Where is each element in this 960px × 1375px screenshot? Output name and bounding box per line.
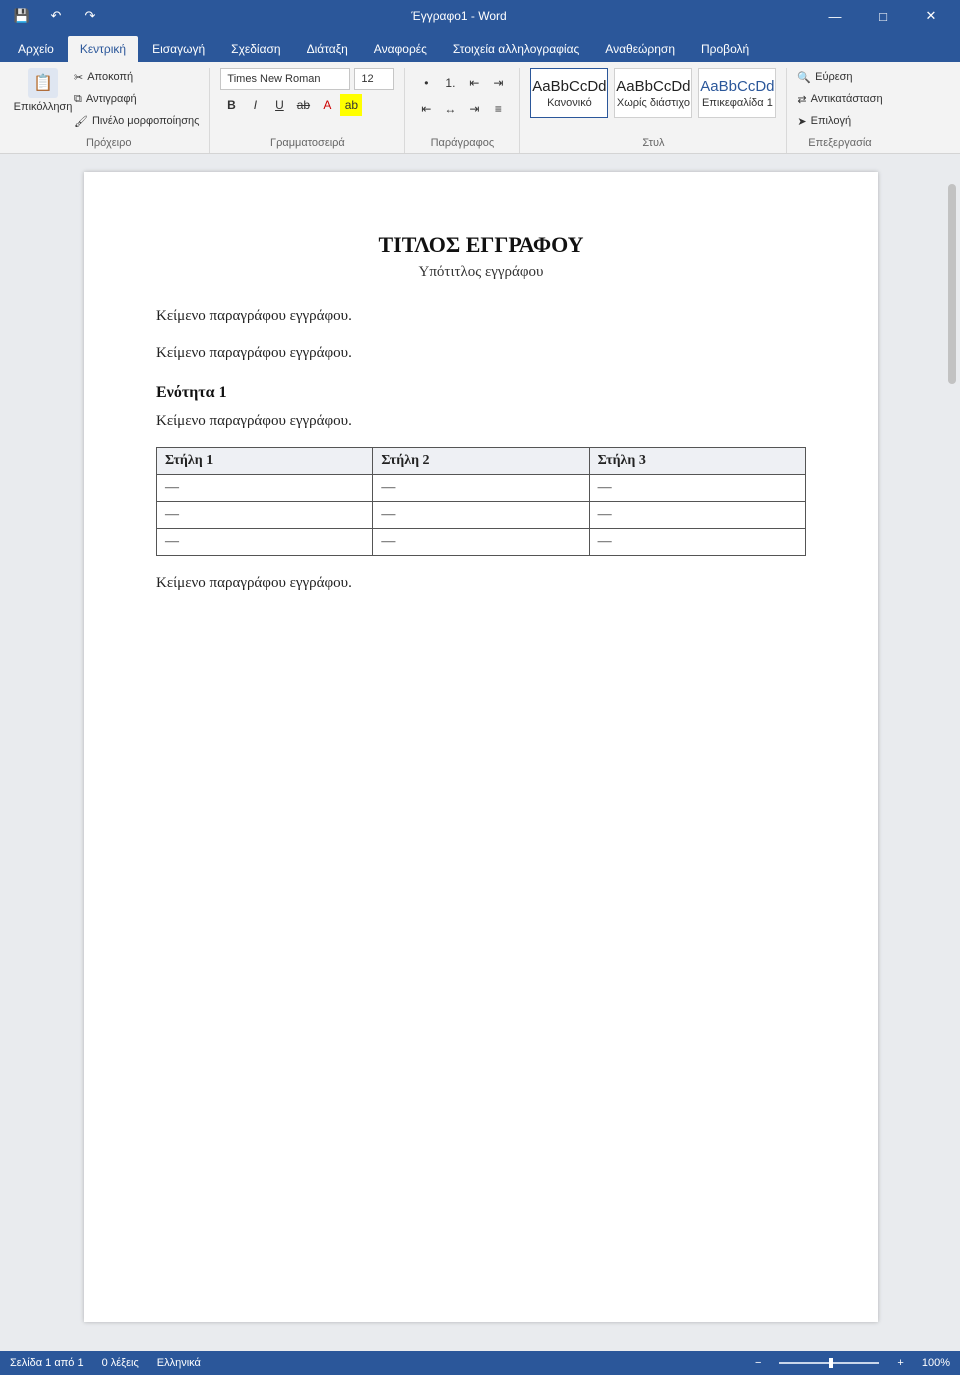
paste-button[interactable] bbox=[13, 68, 73, 113]
align-right-icon[interactable]: ⇥ bbox=[469, 102, 480, 116]
style-sample-no-spacing: AaBbCcDd bbox=[616, 77, 691, 95]
style-no-spacing-label: Χωρίς διάστιχο bbox=[616, 96, 690, 109]
table-cell: — bbox=[157, 528, 373, 555]
font-size-select[interactable]: 12 bbox=[354, 68, 394, 90]
copy-label: Αντιγραφή bbox=[85, 93, 137, 105]
clipboard-group bbox=[8, 68, 210, 153]
table-cell: — bbox=[589, 528, 805, 555]
numbering-icon[interactable]: 1. bbox=[445, 76, 456, 90]
tab-review[interactable]: Αναθεώρηση bbox=[605, 42, 675, 56]
editing-group-label: Επεξεργασία bbox=[808, 137, 872, 149]
scissors-icon: ✂ bbox=[74, 71, 84, 84]
minimize-icon[interactable]: — bbox=[828, 8, 842, 24]
style-sample-heading1: AaBbCcDd bbox=[700, 77, 775, 95]
table-header: Στήλη 3 bbox=[589, 447, 805, 474]
close-icon[interactable]: ✕ bbox=[925, 8, 937, 23]
table-cell: — bbox=[157, 501, 373, 528]
window-title: Έγγραφο1 - Word bbox=[411, 9, 507, 23]
style-normal-label: Κανονικό bbox=[547, 96, 592, 109]
document-paragraph: Κείμενο παραγράφου εγγράφου. bbox=[156, 345, 352, 362]
document-paragraph: Κείμενο παραγράφου εγγράφου. bbox=[156, 574, 352, 591]
tab-design[interactable]: Σχεδίαση bbox=[231, 42, 281, 56]
word-count[interactable]: 0 λέξεις bbox=[101, 1357, 139, 1369]
highlight-icon[interactable]: ab bbox=[340, 94, 362, 116]
tab-insert[interactable]: Εισαγωγή bbox=[152, 42, 206, 56]
cut-button[interactable] bbox=[74, 68, 199, 86]
replace-button[interactable] bbox=[797, 90, 882, 108]
strikethrough-icon[interactable]: ab bbox=[296, 98, 311, 112]
styles-group bbox=[520, 68, 787, 153]
style-heading1-label: Επικεφαλίδα 1 bbox=[701, 96, 773, 109]
table-cell: — bbox=[373, 501, 589, 528]
find-button[interactable] bbox=[797, 68, 882, 86]
style-heading1[interactable] bbox=[698, 68, 776, 118]
tab-view[interactable]: Προβολή bbox=[701, 42, 750, 56]
replace-icon: ⇄ bbox=[797, 93, 807, 106]
style-sample-normal: AaBbCcDd bbox=[532, 77, 607, 95]
document-title: ΤΙΤΛΟΣ ΕΓΓΡΑΦΟΥ bbox=[378, 232, 584, 257]
table-row bbox=[157, 528, 806, 555]
copy-button[interactable] bbox=[74, 90, 199, 108]
paragraph-group-label: Παράγραφος bbox=[430, 137, 495, 149]
bullets-icon[interactable]: • bbox=[424, 76, 429, 90]
table-header-row bbox=[157, 447, 806, 474]
replace-label: Αντικατάσταση bbox=[810, 93, 883, 105]
align-left-icon[interactable]: ⇤ bbox=[421, 102, 432, 116]
select-label: Επιλογή bbox=[810, 115, 852, 127]
zoom-knob[interactable] bbox=[829, 1358, 833, 1368]
vertical-scrollbar[interactable] bbox=[944, 154, 960, 1351]
bold-icon[interactable]: B bbox=[227, 98, 236, 112]
status-bar bbox=[0, 1351, 960, 1375]
save-icon[interactable]: 💾 bbox=[13, 8, 31, 23]
clipboard-group-label: Πρόχειρο bbox=[85, 137, 132, 149]
table-cell: — bbox=[589, 474, 805, 501]
font-group bbox=[210, 68, 405, 153]
increase-indent-icon[interactable]: ⇥ bbox=[493, 76, 504, 90]
format-painter-button[interactable] bbox=[74, 112, 199, 130]
table-cell: — bbox=[373, 474, 589, 501]
section-heading: Ενότητα 1 bbox=[156, 383, 227, 401]
document-table bbox=[156, 447, 806, 556]
align-center-icon[interactable]: ↔ bbox=[444, 102, 457, 116]
table-row bbox=[157, 501, 806, 528]
table-cell: — bbox=[373, 528, 589, 555]
table-cell: — bbox=[157, 474, 373, 501]
underline-icon[interactable]: U bbox=[275, 98, 284, 112]
document-area[interactable] bbox=[18, 154, 944, 1351]
title-bar bbox=[0, 0, 960, 32]
paste-label: Επικόλληση bbox=[13, 101, 73, 113]
document-paragraph: Κείμενο παραγράφου εγγράφου. bbox=[156, 412, 352, 429]
styles-group-label: Στυλ bbox=[642, 137, 665, 149]
paragraph-group bbox=[405, 68, 520, 153]
table-row bbox=[157, 474, 806, 501]
justify-icon[interactable]: ≡ bbox=[494, 102, 502, 116]
copy-icon: ⧉ bbox=[74, 92, 82, 105]
redo-icon[interactable]: ↷ bbox=[84, 8, 96, 23]
cut-label: Αποκοπή bbox=[87, 71, 134, 83]
scroll-thumb[interactable] bbox=[948, 184, 956, 384]
zoom-slider[interactable] bbox=[779, 1362, 879, 1364]
find-label: Εύρεση bbox=[815, 71, 853, 83]
font-color-icon[interactable]: A bbox=[323, 98, 332, 112]
font-group-label: Γραμματοσειρά bbox=[270, 137, 345, 149]
zoom-level[interactable]: 100% bbox=[921, 1357, 950, 1369]
style-no-spacing[interactable] bbox=[614, 68, 692, 118]
cursor-icon: ➤ bbox=[797, 115, 807, 128]
italic-icon[interactable]: I bbox=[253, 98, 258, 112]
document-paragraph: Κείμενο παραγράφου εγγράφου. bbox=[156, 308, 352, 324]
clipboard-icon: 📋 bbox=[28, 68, 58, 98]
maximize-icon[interactable]: □ bbox=[879, 8, 887, 24]
ribbon bbox=[0, 62, 960, 154]
vertical-ruler bbox=[0, 154, 18, 1351]
ribbon-tabs bbox=[0, 32, 960, 62]
select-button[interactable] bbox=[797, 112, 882, 130]
table-cell: — bbox=[589, 501, 805, 528]
editing-group bbox=[787, 68, 892, 153]
language-indicator[interactable]: Ελληνικά bbox=[156, 1357, 201, 1369]
table-header: Στήλη 2 bbox=[373, 447, 589, 474]
zoom-in-icon[interactable]: + bbox=[897, 1357, 904, 1369]
tab-home[interactable]: Κεντρική bbox=[68, 36, 138, 62]
zoom-out-icon[interactable]: − bbox=[754, 1357, 762, 1369]
table-header: Στήλη 1 bbox=[157, 447, 373, 474]
tab-file[interactable]: Αρχείο bbox=[18, 42, 54, 56]
tab-mailings[interactable]: Στοιχεία αλληλογραφίας bbox=[452, 42, 580, 56]
font-name-select[interactable]: Times New Roman bbox=[220, 68, 350, 90]
format-painter-label: Πινέλο μορφοποίησης bbox=[91, 115, 200, 127]
style-normal[interactable] bbox=[530, 68, 608, 118]
search-icon: 🔍 bbox=[797, 71, 812, 84]
tab-references[interactable]: Αναφορές bbox=[373, 42, 427, 56]
document-subtitle: Υπότιτλος εγγράφου bbox=[418, 264, 544, 280]
page-indicator[interactable]: Σελίδα 1 από 1 bbox=[10, 1357, 84, 1369]
brush-icon: 🖌 bbox=[74, 115, 88, 128]
undo-icon[interactable]: ↶ bbox=[50, 8, 62, 23]
decrease-indent-icon[interactable]: ⇤ bbox=[469, 76, 480, 90]
workspace bbox=[0, 154, 960, 1351]
tab-layout[interactable]: Διάταξη bbox=[306, 42, 348, 56]
document-page[interactable] bbox=[84, 172, 878, 1322]
